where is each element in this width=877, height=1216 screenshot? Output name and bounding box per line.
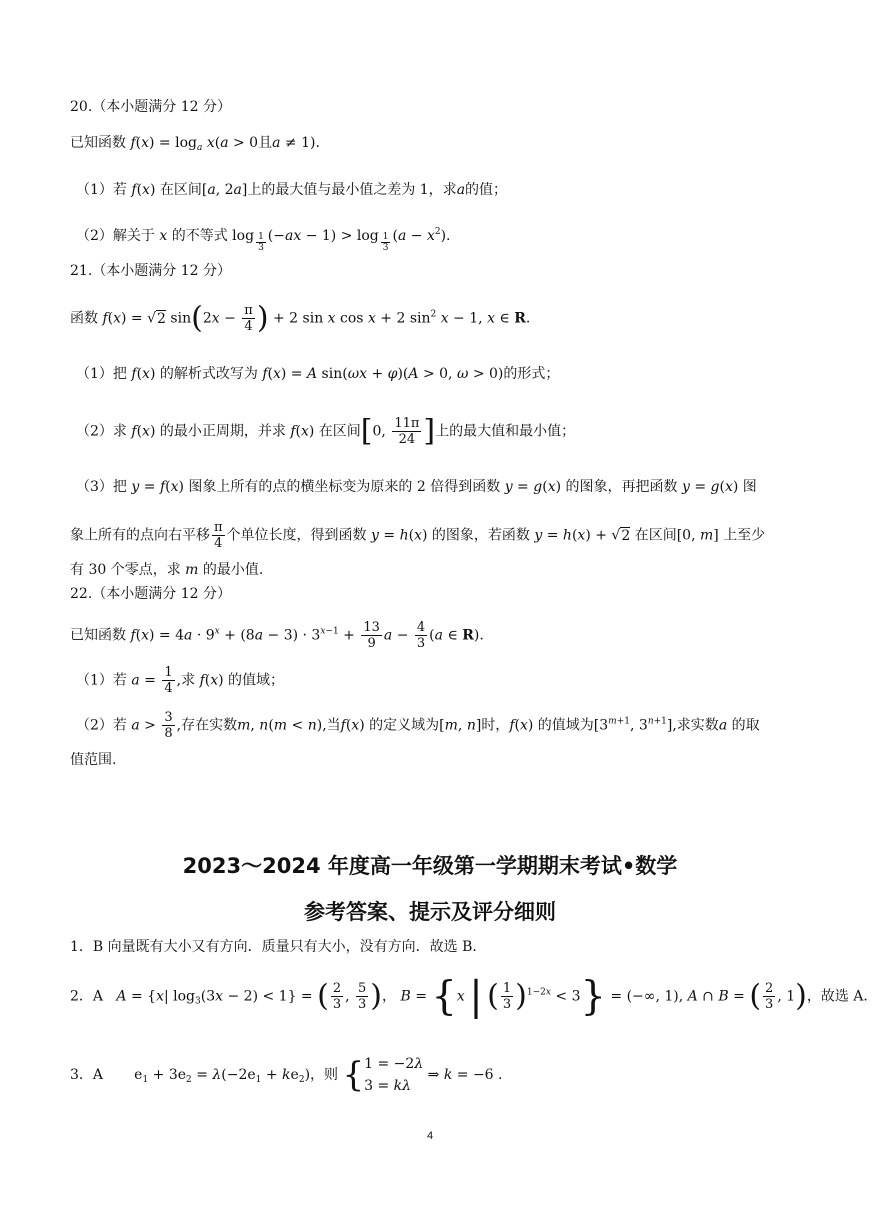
q21-part3-line3: 有 30 个零点，求 m 的最小值. [70, 562, 264, 578]
answers-subtitle: 参考答案、提示及评分细则 [304, 900, 556, 924]
q21-part3-line1: （3）把 y = f(x) 图象上所有的点的横坐标变为原来的 2 倍得到函数 y = g(x) 的图象，再把函数 y = g(x) 图 [76, 479, 757, 495]
q21-header: 21.（本小题满分 12 分） [70, 263, 231, 279]
q22-part1: （1）若 a = $\frac{1}{4}$ ,求 f(x) 的值域； [76, 665, 285, 696]
answer-2: 2．A A = {x| $\log_3(3x - 2) < 1$} = ( $\frac{2}{3}$ , $\frac{5}{3}$ )， B = {x | ( $\frac{1}{3}$ )$^{1-2x}$ < 3} = (−∞, 1), A ∩ B = ( $\frac{2}{3}$ , 1)，故选 A． [70, 973, 877, 1020]
q22-part2-line2: 值范围. [70, 752, 117, 768]
q20-part1: （1）若 f(x) 在区间[a, 2a]上的最大值与最小值之差为 1，求a的值； [76, 182, 508, 198]
q22-part2-line1: （2）若 a > $\frac{3}{8}$ ,存在实数m, n(m < n),当f(x) 的定义域为[m, n]时，f(x) 的值域为[$3^{m+1}$, $3^{n+1}$],求实数a 的取 [76, 710, 760, 741]
q20-header: 20.（本小题满分 12 分） [70, 99, 231, 115]
page-number: 4 [426, 1130, 434, 1142]
answer-1: 1．B 向量既有大小又有方向．质量只有大小，没有方向．故选 B． [70, 939, 487, 955]
q20-part2: （2）解关于 x 的不等式 log $\frac{1}{3}$ (−ax − 1) > log $\frac{1}{3}$ $(a - x^2)$. [76, 227, 451, 253]
q22-header: 22.（本小题满分 12 分） [70, 586, 231, 602]
answer-3: 3．A $e_1 + 3e_2 = \lambda(-2e_1 + ke_2)$，则 { 1 = −2λ 3 = kλ ⇒ k = −6 . [70, 1055, 503, 1095]
q21-function: 函数 f(x) = √2 sin(2x − $\frac{\pi}{4}$ ) + 2 sin x cos x + 2 $\sin^2 x - 1$, x ∈ R. [70, 300, 531, 336]
answers-title: 2023～2024 年度高一年级第一学期期末考试•数学 [182, 854, 678, 878]
q21-part1: （1）把 f(x) 的解析式改写为 f(x) = A sin(ωx + φ)(A > 0, ω > 0)的形式； [76, 366, 560, 382]
q22-given: 已知函数 $f(x) = 4a \cdot 9^x + (8a - 3) \cdot 3^{x-1}$ + $\frac{13}{9}$ a − $\frac{4}{3}$ (a ∈ R). [70, 620, 484, 651]
q20-given: 已知函数 $f(x) = \log_a x(a > 0$且a ≠ 1). [70, 135, 320, 153]
q21-part2: （2）求 f(x) 的最小正周期，并求 f(x) 在区间[0, $\frac{11\pi}{24}$ ]上的最大值和最小值； [76, 413, 576, 449]
q21-part3-line2: 象上所有的点向右平移 $\frac{\pi}{4}$ 个单位长度，得到函数 y = h(x) 的图象，若函数 y = h(x) + √2 在区间[0, m] 上至少 [70, 520, 766, 551]
